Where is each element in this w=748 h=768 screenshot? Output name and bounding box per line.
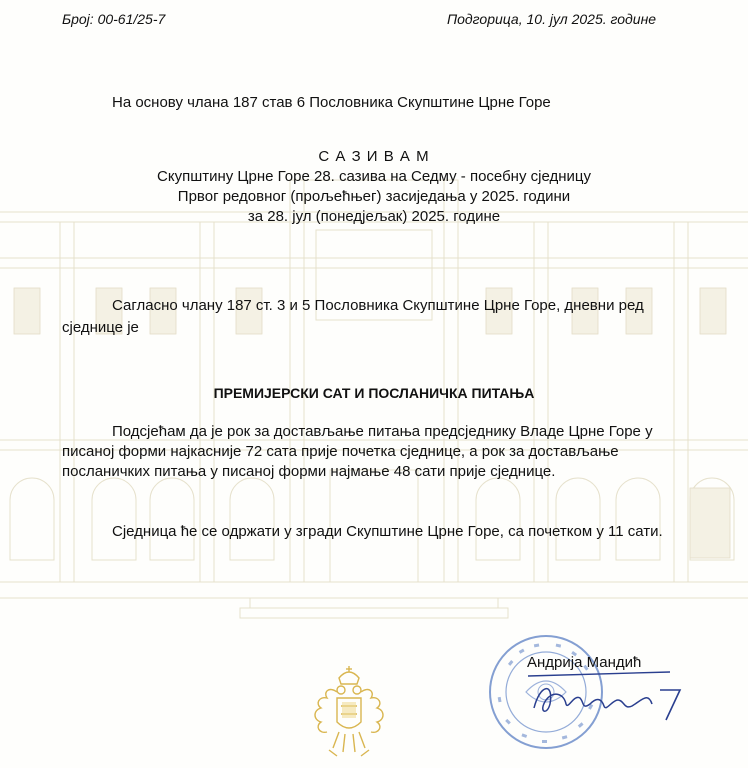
- convening-line-1: Скупштину Црне Горе 28. сазива на Седму - посебну сједницу: [157, 168, 591, 185]
- place-and-date: Подгорица, 10. јул 2025. године: [447, 11, 657, 27]
- reminder-line-3: посланичких питања у писаној форми најмање 48 сати прије сједнице.: [62, 463, 556, 480]
- legal-basis: На основу члана 187 став 6 Пословника Скупштине Црне Горе: [112, 94, 551, 111]
- document-number: Број: 00-61/25-7: [62, 11, 166, 27]
- coat-of-arms-icon: [309, 664, 389, 764]
- handwritten-signature: [520, 664, 690, 724]
- signatory-name: Андрија Мандић: [527, 654, 642, 671]
- agenda-title: ПРЕМИЈЕРСКИ САТ И ПОСЛАНИЧКА ПИТАЊА: [213, 385, 535, 401]
- venue-sentence: Сједница ће се одржати у згради Скупштине Црне Горе, са почетком у 11 сати.: [112, 523, 663, 540]
- agenda-intro-line-1: Сагласно члану 187 ст. 3 и 5 Пословника Скупштине Црне Горе, дневни ред: [112, 297, 644, 314]
- convening-line-3: за 28. јул (понедјељак) 2025. године: [247, 208, 501, 225]
- agenda-intro-line-2: сједнице је: [62, 319, 139, 336]
- reminder-line-2: писаној форми најкасније 72 сата прије почетка сједнице, а рок за достављање: [62, 443, 619, 460]
- reminder-line-1: Подсјећам да је рок за достављање питања предсједнику Владе Црне Горе у: [112, 423, 653, 440]
- convening-line-2: Првог редовног (прољећњег) засиједања у 2025. години: [177, 188, 571, 205]
- convening-heading: С А З И В А М: [318, 148, 430, 165]
